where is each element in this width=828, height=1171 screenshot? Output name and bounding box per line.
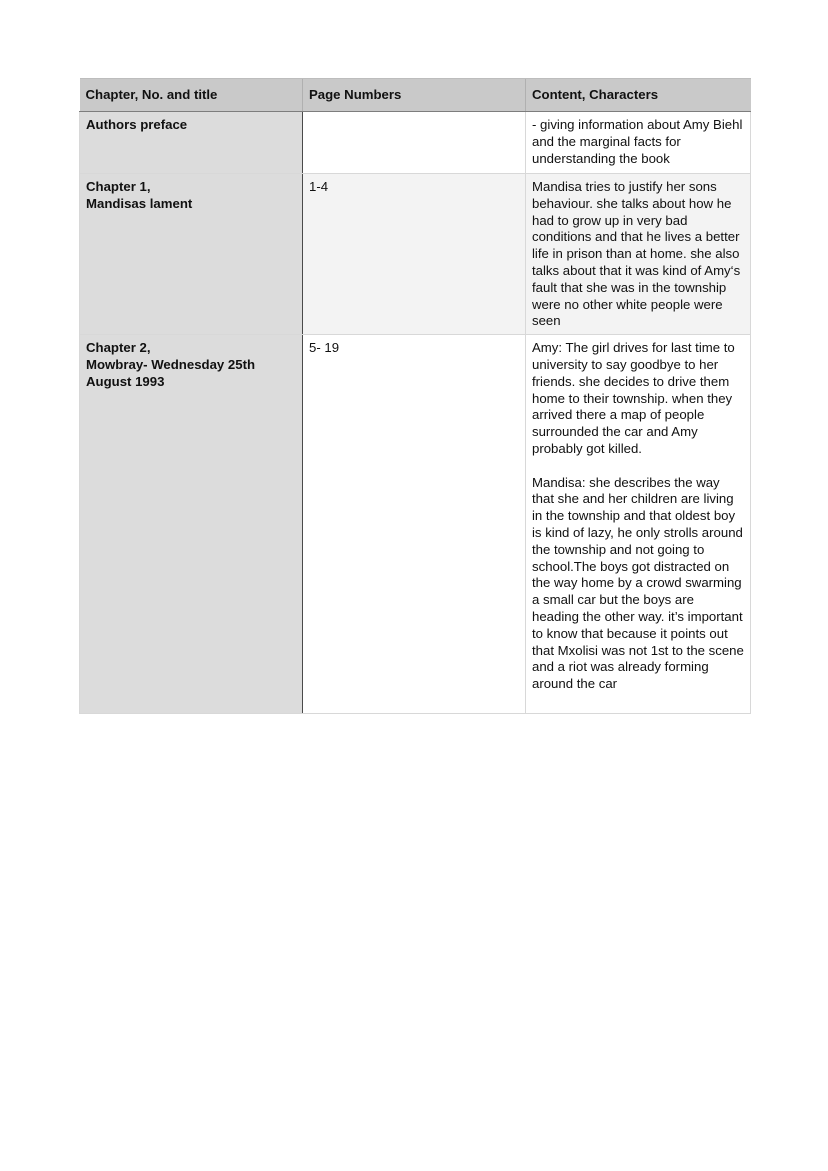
content-paragraph: Mandisa tries to justify her sons behaviour. she talks about how he had to grow up in very bad conditions and that he lives a better life in prison than at home. she also talks about that it was kind of Amy‘s fault that she was in the township were no other white people were seen (532, 179, 741, 329)
chapter-cell (80, 112, 303, 174)
content-cell (526, 335, 751, 714)
chapter-title-line: Authors preface (86, 117, 188, 132)
header-chapter: Chapter, No. and title (80, 79, 303, 112)
chapter-overview-table (79, 78, 751, 714)
chapter-title-line: Mandisas lament (86, 195, 193, 211)
chapter-number-line: Chapter 1, (86, 179, 151, 194)
chapter-title-line: Mowbray- Wednesday 25th August 1993 (86, 356, 256, 389)
table-row (80, 335, 751, 714)
content-paragraph: - giving information about Amy Biehl and the marginal facts for understanding the book (532, 117, 743, 166)
page-numbers-cell: 5- 19 (303, 335, 526, 714)
chapter-cell (80, 174, 303, 335)
content-cell (526, 174, 751, 335)
table-header-row (80, 79, 751, 112)
page-numbers-cell: 1-4 (303, 174, 526, 335)
header-page-numbers: Page Numbers (303, 79, 526, 112)
content-paragraph-mandisa: Mandisa: she describes the way that she and her children are living in the township and that oldest boy is kind of lazy, he only strolls around the township and not going to school.The boys got distracted on the way home by a crowd swarming a small car but the boys are heading the other way. it’s important to know that because it points out that Mxolisi was not 1st to the scene and a riot was already forming around the car (532, 474, 744, 692)
chapter-number-line: Chapter 2, (86, 340, 151, 356)
table-row (80, 174, 751, 335)
content-cell (526, 112, 751, 174)
page-numbers-cell (303, 112, 526, 174)
table-row (80, 112, 751, 174)
content-paragraph-amy: Amy: The girl drives for last time to university to say goodbye to her friends. she decides to drive them home to their township. when they arrived there a map of people surrounded the car and Amy probably got killed. (532, 340, 735, 456)
paragraph-spacer (532, 458, 744, 475)
header-content: Content, Characters (526, 79, 751, 112)
chapter-cell (80, 335, 303, 714)
